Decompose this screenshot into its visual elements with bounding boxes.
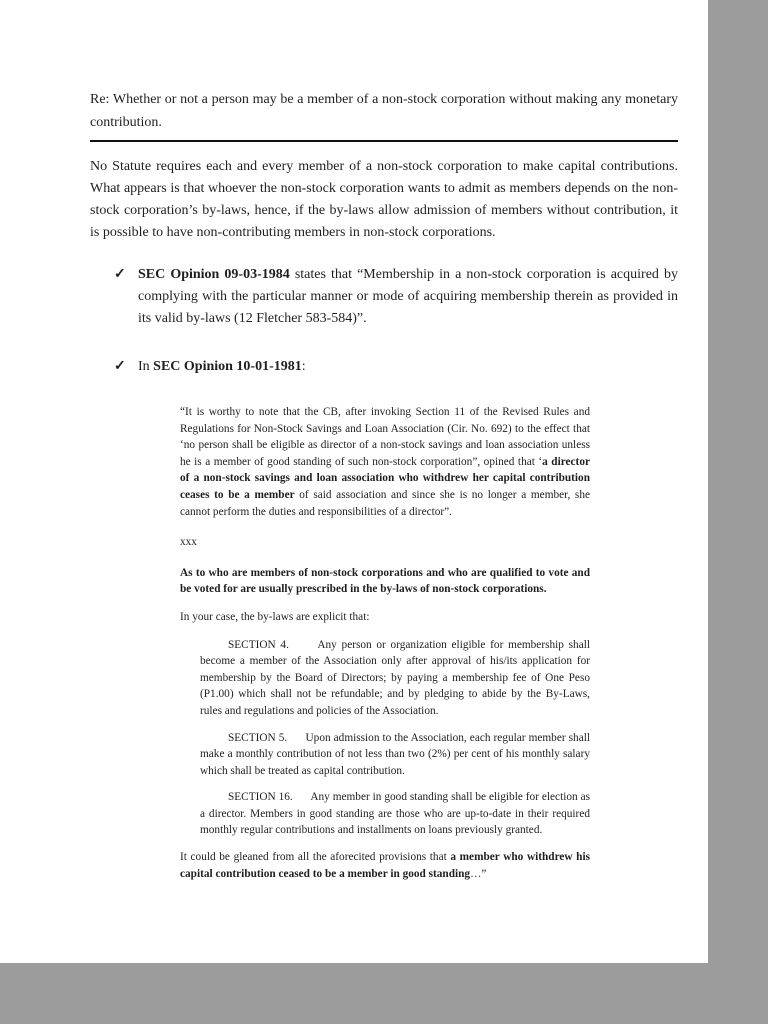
text-run: of said association and since she is no longer a member, she cannot perform the duties and responsibilities of a director”. [180,488,590,518]
subject-line [90,88,678,134]
bullet-2-text [138,356,678,378]
viewer-background-right [708,0,768,1024]
text-run: No Statute requires each and every member of a non-stock corporation to make capital contributions. What appears is that whoever the non-stock corporation wants to admit as members depends on the non-stock corporation’s by-laws, hence, if the by-laws allow admission of members without contribution, it is possible to have non-contributing members in non-stock corporations. [90,159,678,240]
text-run: In [138,359,154,374]
text-run: …” [470,867,487,880]
text-run: : [301,359,306,374]
check-icon: ✓ [114,267,126,282]
text-run: SECTION 4. Any person or organization eligible for membership shall become a member of the Association only after approval of his/its application for membership by the Board of Directors; by paying a membership fee of One Peso (P1.00) which shall not be refundable; and by pledging to abide by the By-Laws, rules and regulations and policies of the Association. [200,638,590,717]
text-run: states that “Membership in a non-stock corporation is acquired by complying with the particular manner or mode of acquiring membership therein as provided in its valid by-laws (12 Fletcher 583-584)”. [138,267,678,326]
bold-text-run: a director of a non-stock savings and loan association who withdrew her capital contribution ceases to be a member [180,455,590,501]
intro-paragraph [90,156,678,244]
bold-text-run: a member who withdrew his capital contribution ceased to be a member in good standing [180,851,591,880]
bold-text-run: As to who are members of non-stock corporations and who are qualified to vote and be voted for are usually prescribed in the by-laws of non-stock corporations. [180,566,590,596]
emphasis-paragraph [180,565,590,598]
bullet-item-1 [114,264,678,330]
xxx-marker [180,534,590,551]
text-run: Re: Whether or not a person may be a member of a non-stock corporation without making any monetary contribution. [90,92,678,130]
section-4-paragraph [200,637,590,720]
horizontal-rule [90,140,678,142]
text-run: xxx [180,536,197,549]
lead-in-paragraph [180,609,590,626]
quoted-opinion-block [180,404,590,882]
text-run: “It is worthy to note that the CB, after invoking Section 11 of the Revised Rules and Regulations for Non-Stock Savings and Loan Association (Cir. No. 692) to the effect that ‘no person shall be eligible as director of a non-stock savings and loan association unless he is a member of good standing of such non-stock corporation”, opined that ‘ [180,406,590,468]
bold-text-run: SEC Opinion 09-03-1984 [138,267,290,282]
text-run: In your case, the by-laws are explicit that: [180,610,370,623]
check-icon: ✓ [114,359,126,374]
quote-paragraph [180,404,590,520]
bold-text-run: SEC Opinion 10-01-1981 [153,359,302,374]
text-run: It could be gleaned from all the aforecited provisions that [180,851,451,864]
closing-paragraph [180,849,590,882]
section-5-paragraph [200,730,590,780]
bullet-1-text [138,264,678,330]
section-16-paragraph [200,789,590,839]
bullet-item-2 [114,356,678,378]
viewer-background-bottom [0,963,768,1024]
text-run: SECTION 5. Upon admission to the Association, each regular member shall make a monthly contribution of not less than two (2%) per cent of his monthly salary which shall be treated as capital contribution. [200,731,590,777]
text-run: SECTION 16. Any member in good standing shall be eligible for election as a director. Members in good standing are those who are up-to-date in their required monthly regular contributions and installments on loans previously granted. [200,791,590,837]
